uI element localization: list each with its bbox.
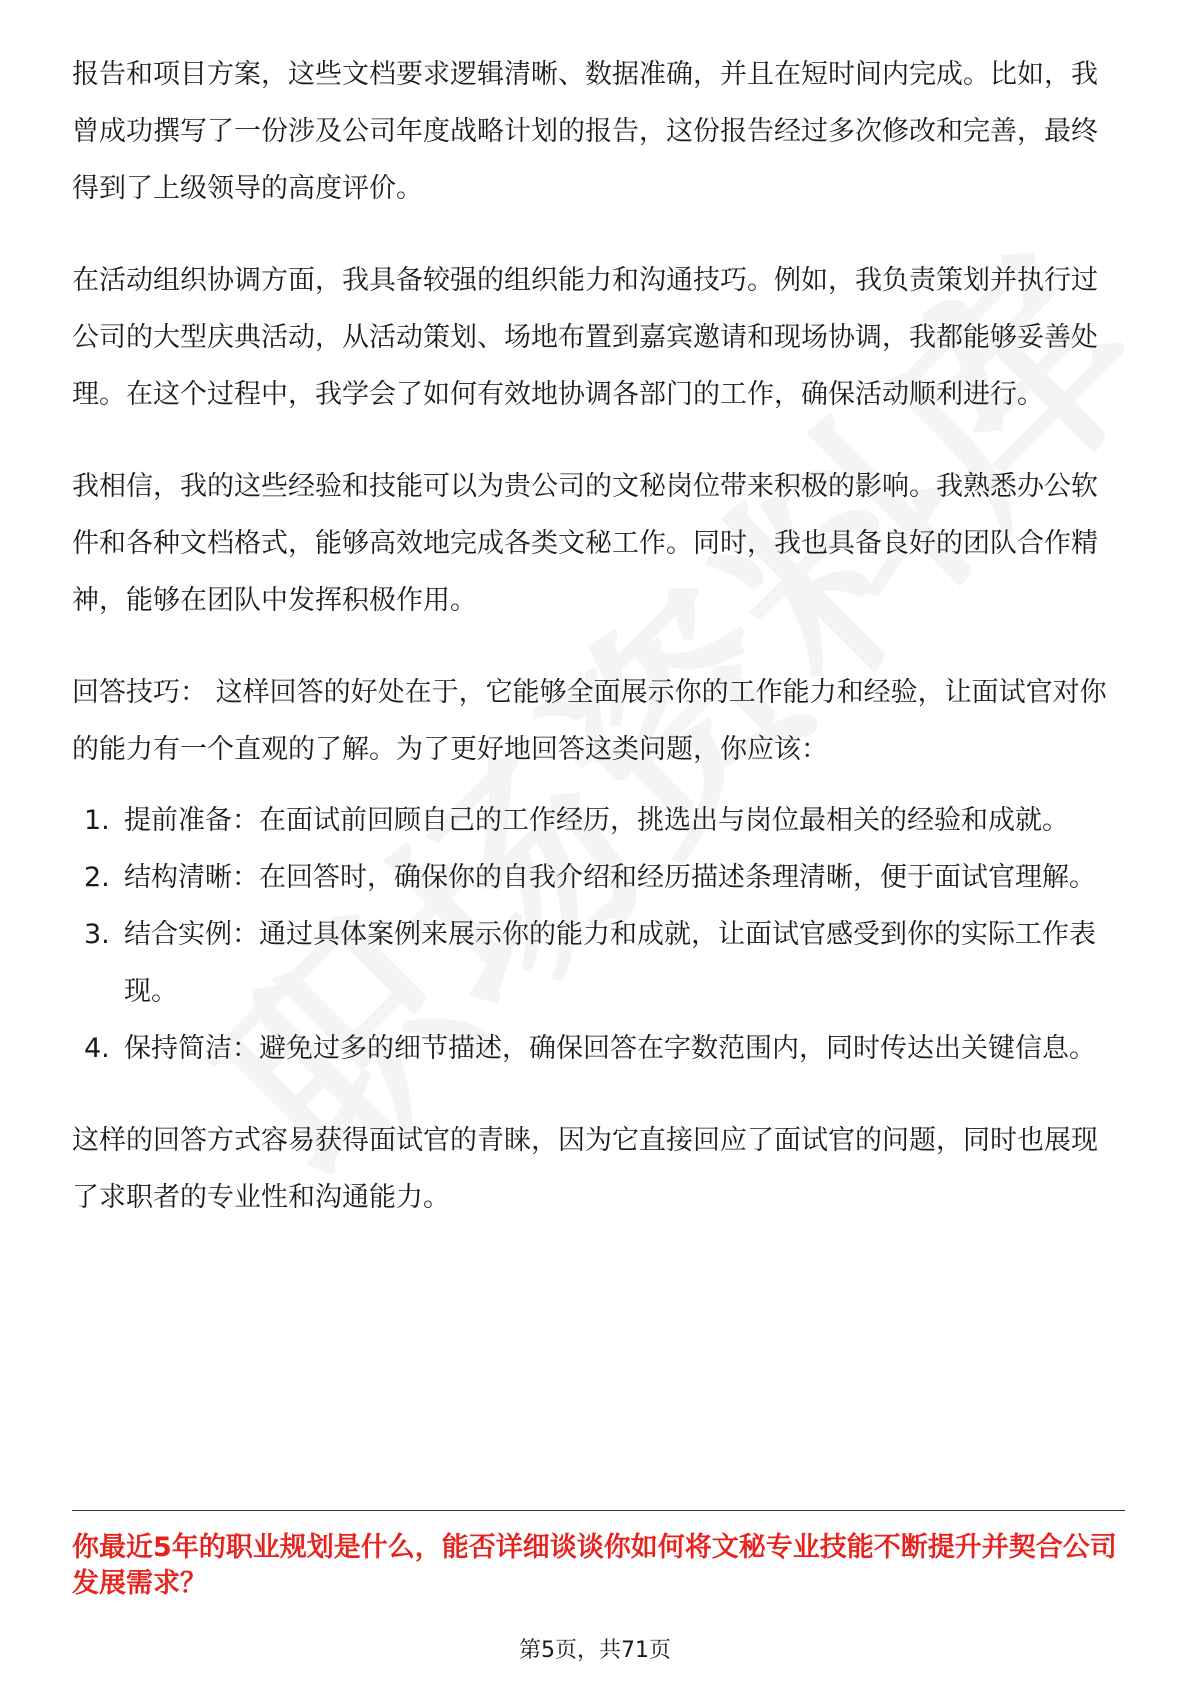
list-text: 提前准备：在面试前回顾自己的工作经历，挑选出与岗位最相关的经验和成就。 xyxy=(124,805,1069,836)
list-item xyxy=(72,1020,1122,1077)
list-item xyxy=(72,849,1122,906)
paragraph-event-coordination: 在活动组织协调方面，我具备较强的组织能力和沟通技巧。例如，我负责策划并执行过公司的大型庆典活动，从活动策划、场地布置到嘉宾邀请和现场协调，我都能够妥善处理。在这个过程中，我学会了如何有效地协调各部门的工作，确保活动顺利进行。 xyxy=(72,265,1098,410)
paragraph-value-statement: 我相信，我的这些经验和技能可以为贵公司的文秘岗位带来积极的影响。我熟悉办公软件和各种文档格式，能够高效地完成各类文秘工作。同时，我也具备良好的团队合作精神，能够在团队中发挥积极作用。 xyxy=(72,471,1098,616)
list-number: 3. xyxy=(84,919,110,950)
list-text: 保持简洁：避免过多的细节描述，确保回答在字数范围内，同时传达出关键信息。 xyxy=(124,1033,1096,1064)
list-text: 结构清晰：在回答时，确保你的自我介绍和经历描述条理清晰，便于面试官理解。 xyxy=(124,862,1096,893)
list-number: 2. xyxy=(84,862,110,893)
page-footer: 第5页，共71页 xyxy=(519,1638,671,1663)
list-number: 1. xyxy=(84,805,110,836)
paragraph-closing: 这样的回答方式容易获得面试官的青睐，因为它直接回应了面试官的问题，同时也展现了求职者的专业性和沟通能力。 xyxy=(72,1125,1098,1213)
next-question-heading: 你最近5年的职业规划是什么，能否详细谈谈你如何将文秘专业技能不断提升并契合公司发展需求？ xyxy=(72,1532,1117,1599)
tips-list xyxy=(72,792,1122,1077)
list-item xyxy=(72,906,1122,1020)
document-body xyxy=(72,46,1122,1261)
list-number: 4. xyxy=(84,1033,110,1064)
paragraph-answer-tips: 回答技巧： 这样回答的好处在于，它能够全面展示你的工作能力和经验，让面试官对你的能力有一个直观的了解。为了更好地回答这类问题，你应该： xyxy=(72,677,1107,765)
list-text: 结合实例：通过具体案例来展示你的能力和成就，让面试官感受到你的实际工作表现。 xyxy=(124,919,1096,1007)
list-item xyxy=(72,792,1122,849)
paragraph-writing-experience: 报告和项目方案，这些文档要求逻辑清晰、数据准确，并且在短时间内完成。比如，我曾成功撰写了一份涉及公司年度战略计划的报告，这份报告经过多次修改和完善，最终得到了上级领导的高度评价。 xyxy=(72,59,1098,204)
section-divider xyxy=(72,1510,1125,1511)
